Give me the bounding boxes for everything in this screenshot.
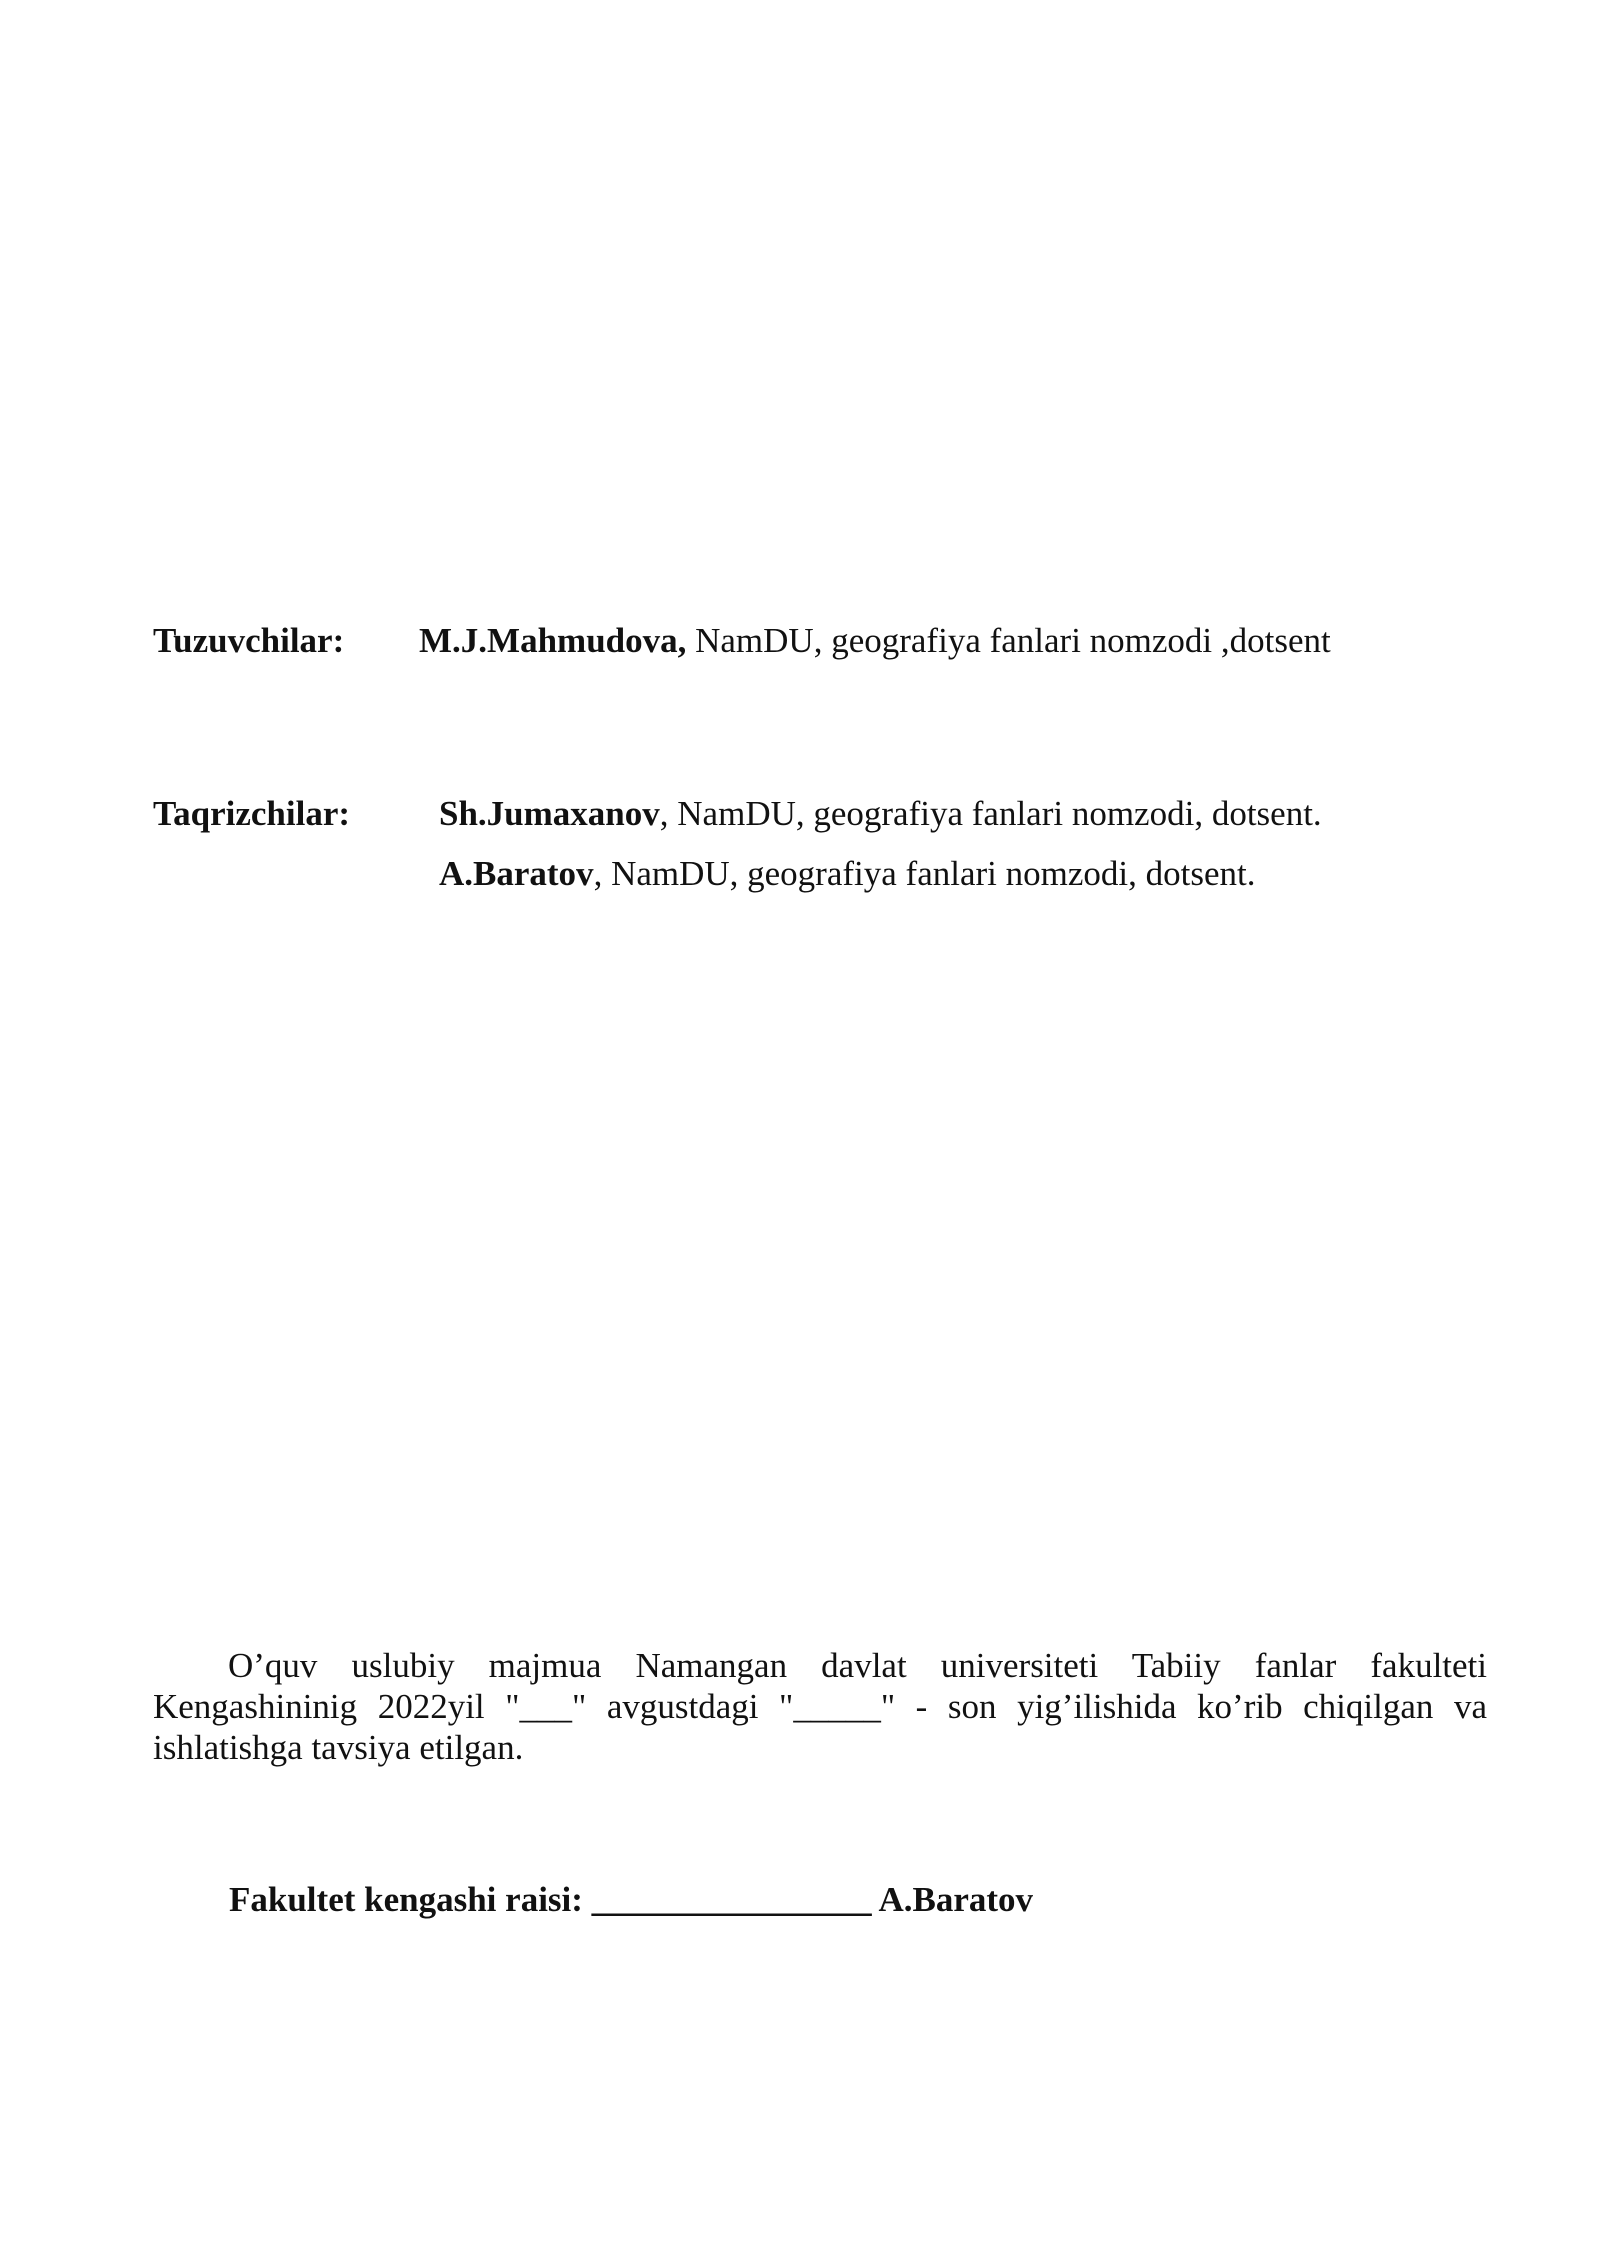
reviewers-label: Taqrizchilar: (153, 794, 351, 833)
composer-name: M.J.Mahmudova, (419, 621, 687, 660)
signature-line (229, 1878, 1033, 1922)
reviewer-name: A.Baratov (439, 854, 594, 893)
signature-label: Fakultet kengashi raisi: (229, 1880, 583, 1919)
composer-details: NamDU, geografiya fanlari nomzodi ,dotsent (686, 621, 1331, 660)
reviewer-entry (439, 852, 1255, 896)
reviewer-details: , NamDU, geografiya fanlari nomzodi, dotsent. (593, 854, 1256, 893)
reviewer-details: , NamDU, geografiya fanlari nomzodi, dotsent. (659, 794, 1322, 833)
approval-line: O’quv uslubiy majmua Namangan davlat universiteti Tabiiy fanlar fakulteti (228, 1646, 1487, 1685)
composers-label: Tuzuvchilar: (153, 621, 345, 660)
signature-blank: ________________ (591, 1880, 872, 1919)
approval-paragraph (153, 1645, 1487, 1768)
reviewer-name: Sh.Jumaxanov (439, 794, 660, 833)
signature-name: A.Baratov (878, 1880, 1034, 1919)
approval-line: ishlatishga tavsiya etilgan. (153, 1728, 524, 1767)
composer-entry (419, 619, 1331, 663)
reviewer-entry (439, 792, 1322, 836)
approval-line: Kengashininig 2022yil "___" avgustdagi "_____" - son yig’ilishida ko’rib chiqilgan va (153, 1687, 1487, 1726)
